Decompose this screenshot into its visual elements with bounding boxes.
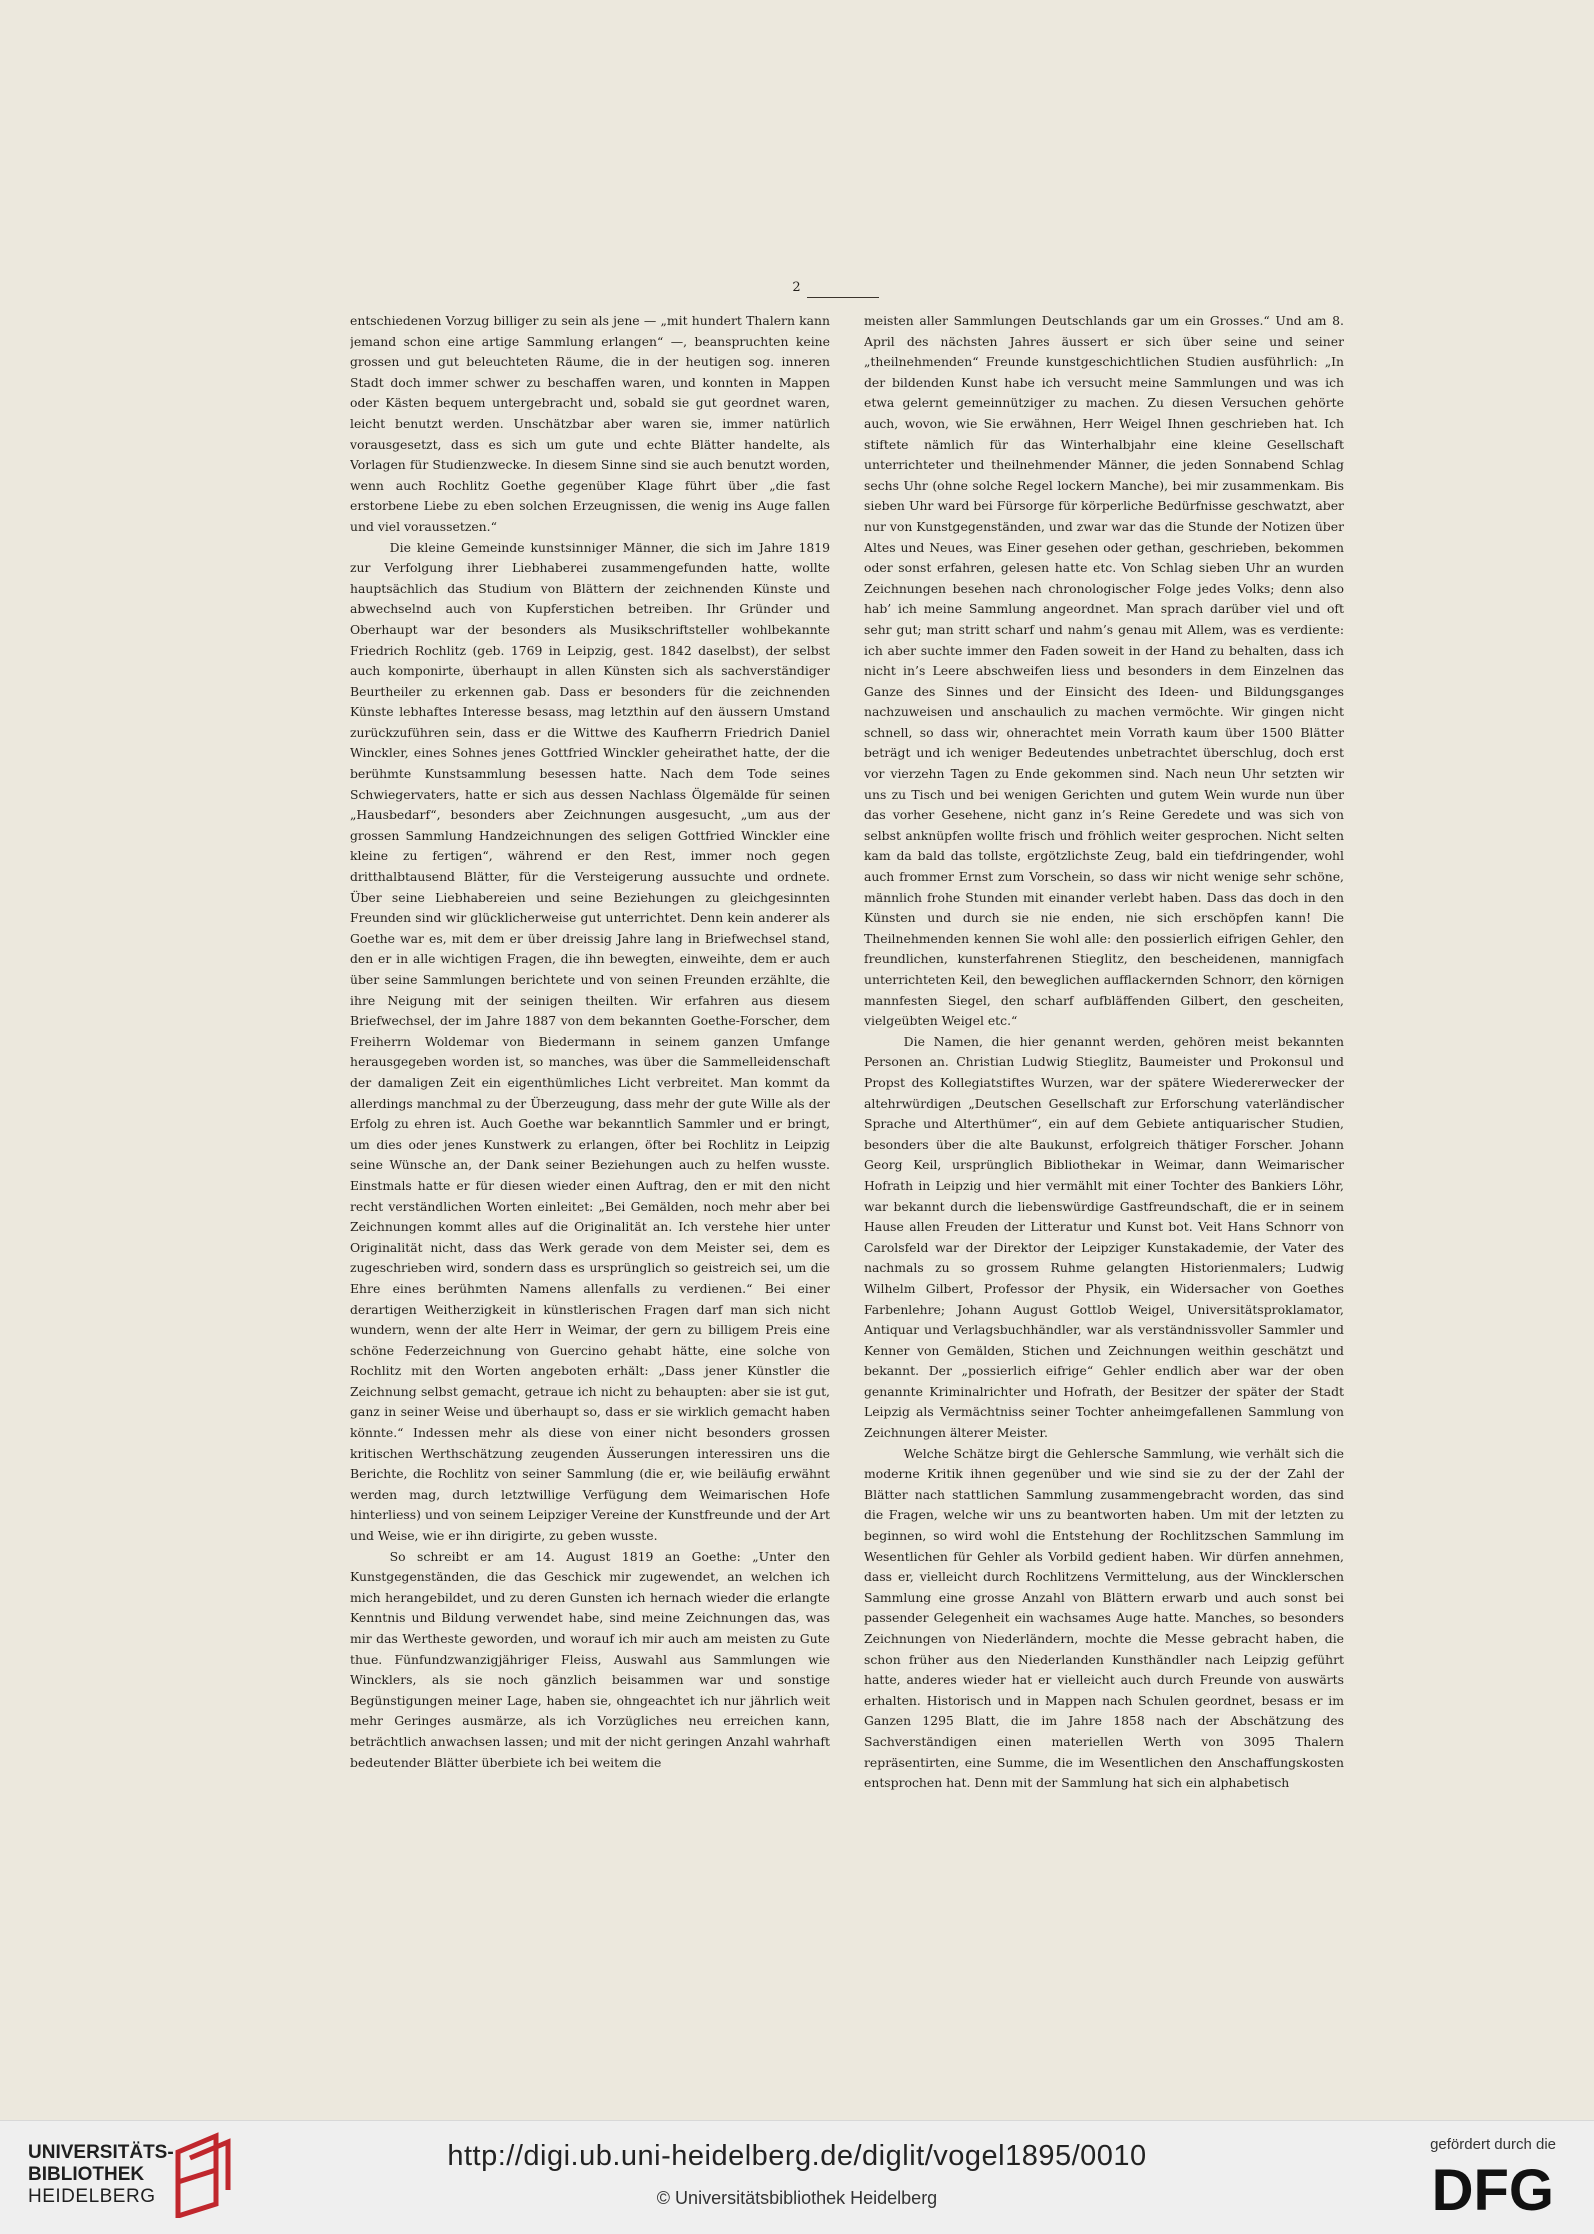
permalink-url[interactable]: http://digi.ub.uni-heidelberg.de/diglit/vogel1895/0010 xyxy=(447,2140,1147,2172)
dfg-logo-text: DFG xyxy=(1431,2158,1554,2216)
library-name-line1: UNIVERSITÄTS- xyxy=(28,2142,174,2163)
page-number: 2 xyxy=(792,280,802,295)
page-number-rule xyxy=(807,297,879,298)
text-column-right xyxy=(864,311,1344,1851)
paragraph: meisten aller Sammlungen Deutschlands gar um ein Grosses.“ Und am 8. April des nächsten Jahres äussert er sich über seine und seiner „theilnehmenden“ Freunde kunstgeschichtlichen Studien ausführlich: „In der bildenden Kunst habe ich versucht meine Sammlungen und was ich etwa gelernt gemeinnütziger zu machen. Zu diesen Versuchen gehörte auch, wovon, wie Sie erwähnen, Herr Weigel Ihnen geschrieben hat. Ich stiftete nämlich für das Winterhalbjahr eine kleine Gesellschaft unterrichteter und theilnehmender Männer, die jeden Sonnabend Schlag sechs Uhr (ohne solche Regel lockern Manche), bei mir zusammenkam. Bis sieben Uhr ward bei Fürsorge für körperliche Bedürfnisse geschwatzt, aber nur von Kunstgegenständen, und zwar war das die Stunde der Notizen über Altes und Neues, was Einer gesehen oder gethan, geschrieben, bekommen oder sonst erfahren, gelesen hatte etc. Von Schlag sieben Uhr an wurden Zeichnungen besehen nach chronologischer Folge jedes Volks; denn also hab’ ich meine Sammlung angeordnet. Man sprach darüber viel und oft sehr gut; man stritt scharf und nahm’s genau mit Allem, was es verdiente: ich aber suchte immer den Faden soweit in der Hand zu behalten, dass ich nicht in’s Leere abschweifen liess und besonders in dem Einzelnen das Ganze des Sinnes und der Einsicht des Ideen- und Bildungsganges nachzuweisen und anschaulich zu machen vermöchte. Wir gingen nicht schnell, so dass wir, ohnerachtet mein Vorrath kaum über 1500 Blätter beträgt und ich weniger Bedeutendes unbetrachtet überschlug, doch erst vor vierzehn Tagen zu Ende gekommen sind. Nach neun Uhr setzten wir uns zu Tisch und bei wenigen Gerichten und gutem Wein wurde nun über das vorher Gesehene, nicht ganz in’s Reine Geredete und was sich von selbst anknüpfen wollte frisch und fröhlich weiter gesprochen. Nicht selten kam da bald das tollste, ergötzlichste Zeug, bald ein tiefdringender, wohl auch frommer Ernst zum Vorschein, so dass wir nicht wenige sehr schöne, männlich frohe Stunden mit einander verlebt haben. Dass das doch in den Künsten und durch sie nie enden, nie sich erschöpfen kann! Die Theilnehmenden kennen Sie wohl alle: den possierlich eifrigen Gehler, den freundlichen, kunsterfahrenen Stieglitz, den bescheidenen, mannigfach unterrichteten Keil, den beweglichen aufflackernden Schnorr, den körnigen mannfesten Siegel, den scharf aufbläffenden Gilbert, den gescheiten, vielgeübten Weigel etc.“ xyxy=(864,313,1344,1029)
paragraph: entschiedenen Vorzug billiger zu sein als jene — „mit hundert Thalern kann jemand schon eine artige Sammlung erlangen“ —, beanspruchten keine grossen und gut beleuchteten Räume, die in der heutigen sog. inneren Stadt doch immer schwer zu beschaffen waren, und konnten in Mappen oder Kästen bequem untergebracht und, sobald sie gut geordnet waren, leicht benutzt werden. Unschätzbar aber waren sie, immer natürlich vorausgesetzt, dass es sich um gute und echte Blätter handelte, als Vorlagen für Studienzwecke. In diesem Sinne sind sie auch benutzt worden, wenn auch Rochlitz Goethe gegenüber Klage führt über „die fast erstorbene Liebe zu eben solchen Erzeugnissen, die wenig ins Auge fallen und viel voraussetzen.“ xyxy=(350,313,830,534)
paragraph: Die Namen, die hier genannt werden, gehören meist bekannten Personen an. Christian Ludwig Stieglitz, Baumeister und Prokonsul und Propst des Kollegiatstiftes Wurzen, war der spätere Wiedererwecker der altehrwürdigen „Deutschen Gesellschaft zur Erforschung vaterländischer Sprache und Alterthümer“, ein auf dem Gebiete antiquarischer Studien, besonders über die alte Baukunst, erfolgreich thätiger Forscher. Johann Georg Keil, ursprünglich Bibliothekar in Weimar, dann Weimarischer Hofrath in Leipzig und hier vermählt mit einer Tochter des Bankiers Löhr, war bekannt durch die liebenswürdige Gastfreundschaft, die er in seinem Hause allen Freuden der Litteratur und Kunst bot. Veit Hans Schnorr von Carolsfeld war der Direktor der Leipziger Kunstakademie, der Vater des nachmals zu so grossem Ruhme gelangten Historienmalers; Ludwig Wilhelm Gilbert, Professor der Physik, ein Widersacher von Goethes Farbenlehre; Johann August Gottlob Weigel, Universitätsproklamator, Antiquar und Verlagsbuchhändler, war als verständnissvoller Sammler und Kenner von Gemälden, Stichen und Zeichnungen weithin geschätzt und bekannt. Der „possierlich eifrige“ Gehler endlich aber war der oben genannte Kriminalrichter und Hofrath, der Besitzer der später der Stadt Leipzig als Vermächtniss seiner Tochter anheimgefallenen Sammlung von Zeichnungen älterer Meister. xyxy=(864,1033,1344,1441)
paragraph: Welche Schätze birgt die Gehlersche Sammlung, wie verhält sich die moderne Kritik ihnen gegenüber und wie sind sie zu der der Zahl der Blätter nach stattlichen Sammlung zusammengebracht worden, das sind die Fragen, welche wir uns zu beantworten haben. Um mit der letzten zu beginnen, so wird wohl die Entstehung der Rochlitzschen Sammlung im Wesentlichen für Gehler als Vorbild gedient haben. Wir dürfen annehmen, dass er, vielleicht durch Rochlitzens Vermittelung, aus der Wincklerschen Sammlung eine grosse Anzahl von Blättern erwarb und auch sonst bei passender Gelegenheit ein wachsames Auge hatte. Manches, so besonders Zeichnungen von Niederländern, mochte die Messe gebracht haben, die schon früher aus den Niederlanden Kunsthändler nach Leipzig geführt hatte, anderes wieder hat er vielleicht auch durch Freunde von auswärts erhalten. Historisch und in Mappen nach Schulen geordnet, besass er im Ganzen 1295 Blatt, die im Jahre 1858 nach der Abschätzung des Sachverständigen einen materiellen Werth von 3095 Thalern repräsentirten, eine Summe, die im Wesentlichen den Anschaffungskosten entsprochen hat. Denn mit der Sammlung hat sich ein alphabetisch xyxy=(864,1445,1344,1791)
funded-by-label: gefördert durch die xyxy=(1430,2136,1556,2153)
text-column-left xyxy=(350,311,830,1851)
paragraph: Die kleine Gemeinde kunstsinniger Männer, die sich im Jahre 1819 zur Verfolgung ihrer Liebhaberei zusammengefunden hatte, wollte hauptsächlich das Studium von Blättern der zeichnenden Künste und abwechselnd auch von Kupferstichen betreiben. Ihr Gründer und Oberhaupt war der besonders als Musikschriftsteller wohlbekannte Friedrich Rochlitz (geb. 1769 in Leipzig, gest. 1842 daselbst), der selbst auch komponirte, überhaupt in allen Künsten sich als sachverständiger Beurtheiler zu erkennen gab. Dass er besonders für die zeichnenden Künste lebhaftes Interesse besass, mag letzthin auf den äussern Umstand zurückzuführen sein, dass er die Wittwe des Kaufherrn Friedrich Daniel Winckler, eines Sohnes jenes Gottfried Winckler geheirathet hatte, der die berühmte Kunstsammlung besessen hatte. Nach dem Tode seines Schwiegervaters, hatte er sich aus dessen Nachlass Ölgemälde für seinen „Hausbedarf“, besonders aber Zeichnungen ausgesucht, „um aus der grossen Sammlung Handzeichnungen des seligen Gottfried Winckler eine kleine zu fertigen“, während er den Rest, immer noch gegen dritthalbtausend Blätter, für die Versteigerung aussuchte und ordnete. Über seine Liebhabereien und seine Beziehungen zu gleichgesinnten Freunden sind wir glücklicherweise gut unterrichtet. Denn kein anderer als Goethe war es, mit dem er über dreissig Jahre lang in Briefwechsel stand, den er in alle wichtigen Fragen, die ihn bewegten, einweihte, dem er auch über seine Sammlungen berichtete und von seinen Freunden erzählte, die ihre Neigung mit der seinigen theilten. Wir erfahren aus diesem Briefwechsel, der im Jahre 1887 von dem bekannten Goethe-Forscher, dem Freiherrn Woldemar von Biedermann in seinem ganzen Umfange herausgegeben worden ist, so manches, was über die Sammelleidenschaft der damaligen Zeit ein eigenthümliches Licht verbreitet. Man kommt da allerdings manchmal zu der Überzeugung, dass mehr der gute Wille als der Erfolg zu ehren ist. Auch Goethe war bekanntlich Sammler und er bringt, um dies oder jenes Kunstwerk zu erlangen, öfter bei Rochlitz in Leipzig seine Wünsche an, der Dank seiner Beziehungen auch zu helfen wusste. Einstmals hatte er für diesen wieder einen Auftrag, den er mit den nicht recht verständlichen Worten einleitet: „Bei Gemälden, noch mehr aber bei Zeichnungen kommt alles auf die Originalität an. Ich verstehe hier unter Originalität nicht, dass das Werk gerade von dem Meister sei, dem es zugeschrieben wird, sondern dass es ursprünglich so geistreich sei, um die Ehre eines berühmten Namens allenfalls zu verdienen.“ Bei einer derartigen Weitherzigkeit in künstlerischen Fragen darf man sich nicht wundern, wenn der alte Herr in Weimar, der gern zu billigem Preis eine schöne Federzeichnung von Guercino gehabt hätte, eine solche von Rochlitz mit den Worten angeboten erhält: „Dass jener Künstler die Zeichnung selbst gemacht, getraue ich nicht zu behaupten: aber sie ist gut, ganz in seiner Weise und überhaupt so, dass er sie wirklich gemacht haben könnte.“ Indessen mehr als diese von einer nicht besonders grossen kritischen Werthschätzung zeugenden Äusserungen interessiren uns die Berichte, die Rochlitz von seiner Sammlung (die er, wie beiläufig erwähnt werden mag, durch letztwillige Verfügung dem Weimarischen Hofe hinterliess) und von seinem Leipziger Vereine der Kunstfreunde und der Art und Weise, wie er ihn dirigirte, zu geben wusste. xyxy=(350,539,830,1544)
copyright-notice: © Universitätsbibliothek Heidelberg xyxy=(656,2188,938,2208)
paragraph: So schreibt er am 14. August 1819 an Goethe: „Unter den Kunstgegenständen, die das Geschick mir zugewendet, an welchen ich mich herangebildet, und zu deren Gunsten ich hernach wieder die erlangte Kenntnis und Bildung verwendet habe, sind meine Zeichnungen das, was mir das Wertheste geworden, und worauf ich mir auch am meisten zu Gute thue. Fünfundzwanzigjähriger Fleiss, Auswahl aus Sammlungen wie Wincklers, als sie noch gänzlich beisammen war und sonstige Begünstigungen meiner Lage, haben sie, ohngeachtet ich nur jährlich weit mehr Geringes ausmärze, als ich Vorzügliches neu erreichen kann, beträchtlich anwachsen lassen; und mit der nicht geringen Anzahl wahrhaft bedeutender Blätter überbiete ich bei weitem die xyxy=(350,1548,830,1770)
dfg-logo-icon[interactable] xyxy=(1422,2158,1554,2216)
library-name-line3: HEIDELBERG xyxy=(28,2186,156,2207)
library-name-line2: BIBLIOTHEK xyxy=(28,2164,145,2185)
